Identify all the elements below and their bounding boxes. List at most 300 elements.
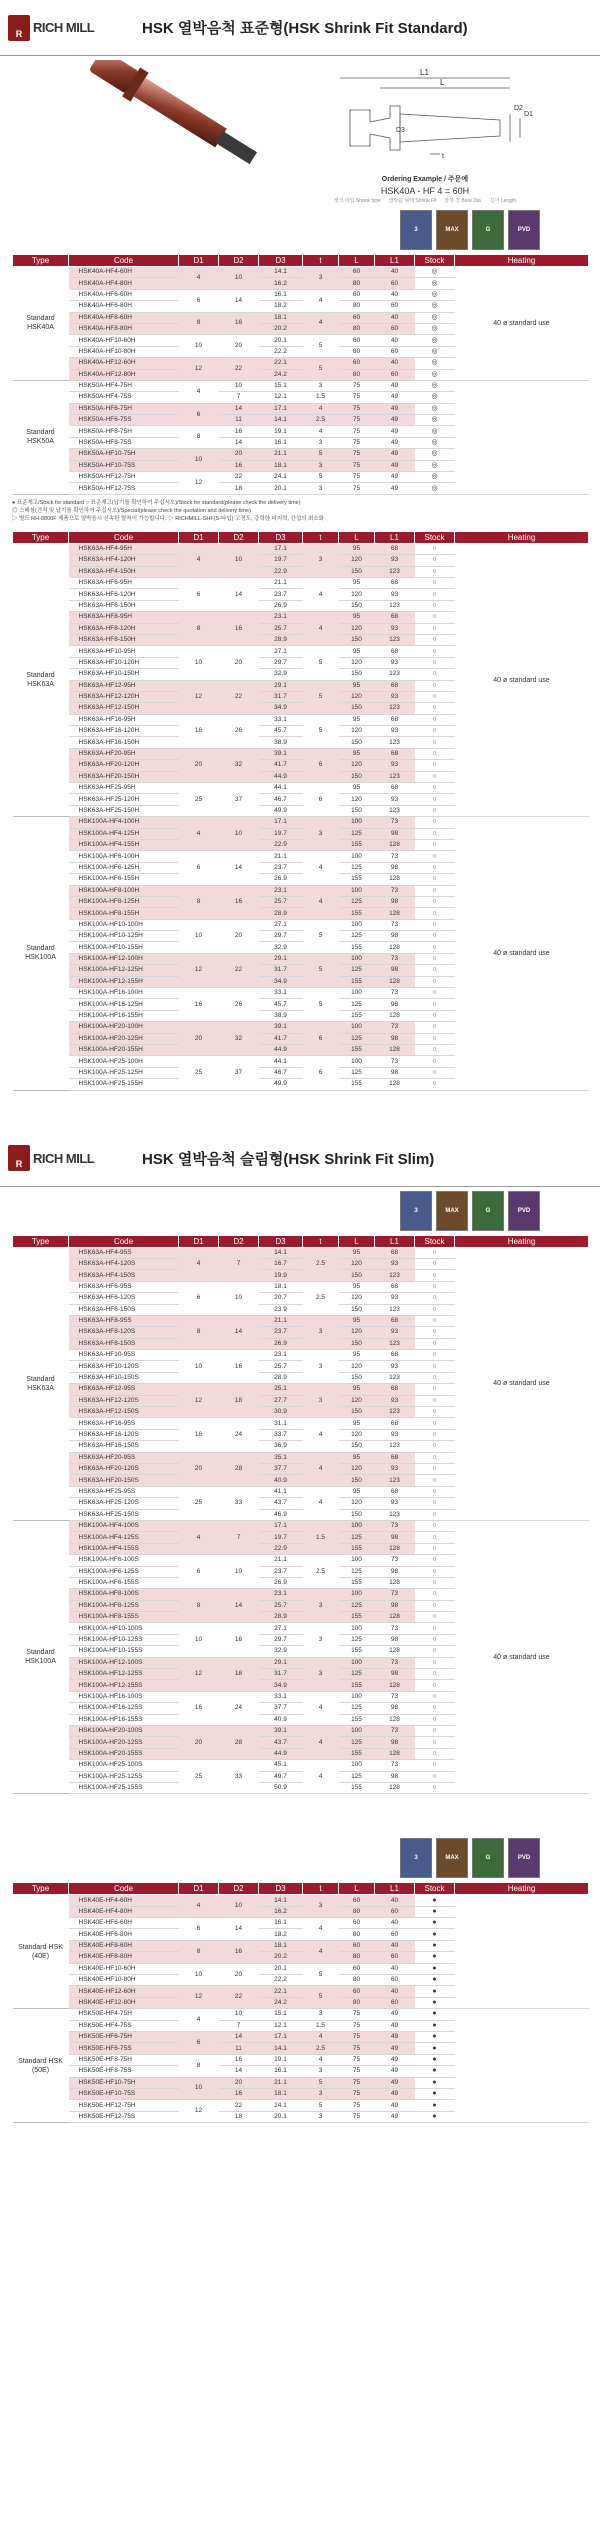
column-header: L1	[375, 255, 415, 267]
ordering-part: 열박음 형태 Shrink Fit	[388, 198, 437, 204]
column-header: D2	[219, 1235, 259, 1247]
dimension-value: 155	[339, 1646, 375, 1657]
product-code: HSK100A-HF10-100H	[69, 919, 179, 930]
product-code: HSK100A-HF12-100S	[69, 1657, 179, 1668]
dimension-value: 3	[303, 543, 339, 577]
dimension-value: 93	[375, 1429, 415, 1440]
dimension-value: 10	[219, 2009, 259, 2020]
dimension-value: 25.7	[259, 896, 303, 907]
dimension-value: 3	[303, 437, 339, 448]
column-header: Heating	[455, 255, 589, 267]
dimension-value: 80	[339, 1906, 375, 1917]
dimension-value: 155	[339, 1079, 375, 1090]
dimension-value: 40	[375, 1986, 415, 1997]
column-header: D2	[219, 531, 259, 543]
dimension-value: 123	[375, 669, 415, 680]
stock-mark: ○	[415, 1441, 455, 1452]
dimension-value: 123	[375, 703, 415, 714]
column-header: Code	[69, 255, 179, 267]
type-cell: Standard HSK50A	[13, 380, 69, 494]
dimension-value: 45.1	[259, 1760, 303, 1771]
dimension-value: 24.1	[259, 2100, 303, 2111]
product-code: HSK100A-HF6-155H	[69, 874, 179, 885]
stock-mark: ○	[415, 1463, 455, 1474]
product-code: HSK63A-HF16-120H	[69, 726, 179, 737]
dimension-value: 93	[375, 794, 415, 805]
dimension-value: 5	[303, 919, 339, 953]
dimension-value: 93	[375, 1395, 415, 1406]
stock-mark: ◎	[415, 369, 455, 380]
dimension-value: 4	[303, 1940, 339, 1963]
stock-mark: ○	[415, 1577, 455, 1588]
stock-mark: ●	[415, 2077, 455, 2088]
dimension-value: 128	[375, 839, 415, 850]
dimension-value: 93	[375, 1498, 415, 1509]
product-code: HSK50A-HF4-75H	[69, 380, 179, 391]
dimension-value: 46.7	[259, 794, 303, 805]
dimension-value: 20	[219, 2077, 259, 2088]
dimension-value: 5	[303, 2077, 339, 2088]
dimension-value: 120	[339, 1395, 375, 1406]
stock-mark: ○	[415, 634, 455, 645]
stock-mark: ◎	[415, 323, 455, 334]
dimension-value: 20.2	[259, 323, 303, 334]
dimension-value: 2.5	[303, 415, 339, 426]
stock-mark: ○	[415, 976, 455, 987]
stock-mark: ◎	[415, 483, 455, 494]
dimension-value: 8	[179, 1315, 219, 1349]
dimension-value: 10	[179, 1350, 219, 1384]
dimension-value: 10	[219, 380, 259, 391]
dimension-value: 41.7	[259, 760, 303, 771]
dimension-value: 120	[339, 794, 375, 805]
dimension-value: 4	[303, 2054, 339, 2065]
dimension-value: 68	[375, 1350, 415, 1361]
dimension-value: 40	[375, 289, 415, 300]
dimension-value: 18	[219, 1384, 259, 1418]
dimension-value: 150	[339, 1338, 375, 1349]
dimension-value: 22.1	[259, 1986, 303, 1997]
dimension-value: 150	[339, 634, 375, 645]
dimension-value: 150	[339, 805, 375, 816]
dimension-value: 3	[303, 2066, 339, 2077]
product-code: HSK63A-HF25-150H	[69, 805, 179, 816]
dimension-value: 5	[303, 472, 339, 483]
stock-mark: ●	[415, 1940, 455, 1951]
dimension-value: 100	[339, 1555, 375, 1566]
product-code: HSK50A-HF12-75S	[69, 483, 179, 494]
product-code: HSK63A-HF20-150H	[69, 771, 179, 782]
stock-mark: ○	[415, 1361, 455, 1372]
dimension-value: 123	[375, 1372, 415, 1383]
product-code: HSK100A-HF4-155S	[69, 1543, 179, 1554]
dimension-value: 123	[375, 737, 415, 748]
note-line: ▷ 별도 RH-8800F 제품으로 열박음시 신속한 탈착이 가능합니다. ▷ RICHMILL-SHF(S-타입) 고정도, 강력한 파지력, 간섭의 최소화	[12, 515, 324, 522]
dimension-value: 22	[219, 472, 259, 483]
dimension-value: 14	[219, 289, 259, 312]
stock-mark: ○	[415, 885, 455, 896]
dimension-value: 95	[339, 1281, 375, 1292]
dimension-value: 23.1	[259, 1350, 303, 1361]
dimension-value: 10	[219, 543, 259, 577]
dimension-value: 29.1	[259, 680, 303, 691]
dimension-value: 75	[339, 415, 375, 426]
dimension-value: 2.5	[303, 2043, 339, 2054]
product-code: HSK63A-HF8-150S	[69, 1338, 179, 1349]
dimension-value: 68	[375, 646, 415, 657]
column-header: t	[303, 1235, 339, 1247]
dimension-value: 4	[179, 267, 219, 290]
ordering-part: 길이 Length	[489, 198, 517, 204]
dimension-value: 11	[219, 2043, 259, 2054]
product-code: HSK100A-HF8-100H	[69, 885, 179, 896]
stock-mark: ○	[415, 1372, 455, 1383]
dimension-value: 20	[219, 449, 259, 460]
dimension-value: 29.7	[259, 657, 303, 668]
richmill-logo	[8, 15, 118, 41]
dimension-value: 18.1	[259, 460, 303, 471]
product-code: HSK63A-HF6-95S	[69, 1281, 179, 1292]
table-header-row	[13, 255, 589, 267]
stock-mark: ●	[415, 1986, 455, 1997]
dimension-value: 40	[375, 267, 415, 278]
stock-mark: ○	[415, 1520, 455, 1531]
dimension-value: 155	[339, 1612, 375, 1623]
dimension-value: 3	[303, 460, 339, 471]
stock-mark: ○	[415, 1350, 455, 1361]
stock-mark: ○	[415, 1270, 455, 1281]
product-code: HSK50A-HF4-75S	[69, 392, 179, 403]
dimension-value: 20	[179, 748, 219, 782]
column-header: t	[303, 531, 339, 543]
dimension-value: 6	[303, 1022, 339, 1056]
dimension-value: 20.7	[259, 1293, 303, 1304]
dimension-value: 21.1	[259, 449, 303, 460]
coating-badge: MAX	[436, 1838, 468, 1878]
product-code: HSK63A-HF25-150S	[69, 1509, 179, 1520]
dimension-value: 20.2	[259, 1952, 303, 1963]
dimension-value: 4	[303, 1691, 339, 1725]
dimension-value: 6	[179, 1918, 219, 1941]
dimension-value: 14	[219, 2066, 259, 2077]
dimension-value: 16	[219, 2054, 259, 2065]
dimension-value: 125	[339, 828, 375, 839]
dimension-value: 44.9	[259, 1045, 303, 1056]
dimension-value: 22	[219, 358, 259, 381]
dimension-value: 45.7	[259, 999, 303, 1010]
dimension-value: 125	[339, 1033, 375, 1044]
dimension-value: 93	[375, 726, 415, 737]
dimension-value: 12	[179, 472, 219, 495]
dimension-value: 27.1	[259, 646, 303, 657]
dimension-value: 100	[339, 1520, 375, 1531]
dimension-value: 75	[339, 2043, 375, 2054]
stock-mark: ◎	[415, 289, 455, 300]
dimension-value: 5	[303, 1963, 339, 1986]
dimension-value: 12.1	[259, 392, 303, 403]
dimension-value: 49	[375, 2043, 415, 2054]
dimension-value: 5	[303, 2100, 339, 2111]
dimension-value: 32	[219, 748, 259, 782]
dimension-value: 12	[179, 1986, 219, 2009]
dimension-value: 125	[339, 931, 375, 942]
product-code: HSK63A-HF10-120S	[69, 1361, 179, 1372]
dimension-value: 17.1	[259, 817, 303, 828]
dimension-value: 14	[219, 1918, 259, 1941]
dimension-value: 10	[219, 1555, 259, 1589]
stock-mark: ○	[415, 1429, 455, 1440]
dimension-value: 3	[303, 1350, 339, 1384]
dimension-value: 28	[219, 1725, 259, 1759]
dimension-value: 34.9	[259, 976, 303, 987]
dimension-value: 20	[219, 1963, 259, 1986]
product-code: HSK40E-HF8-60H	[69, 1940, 179, 1951]
stock-mark: ○	[415, 1680, 455, 1691]
stock-mark: ○	[415, 1486, 455, 1497]
dimension-value: 60	[339, 289, 375, 300]
product-code: HSK63A-HF8-95H	[69, 612, 179, 623]
dimension-value: 5	[303, 335, 339, 358]
stock-mark: ○	[415, 1010, 455, 1021]
stock-mark: ○	[415, 1657, 455, 1668]
dimension-value: 31.7	[259, 965, 303, 976]
ordering-part: 장착 경 Bore Dia.	[444, 198, 483, 204]
dimension-value: 100	[339, 1691, 375, 1702]
dimension-value: 49	[375, 2077, 415, 2088]
dimension-value: 4	[179, 1895, 219, 1918]
dimension-value: 120	[339, 1463, 375, 1474]
dim-L1: L1	[420, 68, 429, 77]
dimension-value: 43.7	[259, 1498, 303, 1509]
dimension-value: 60	[339, 312, 375, 323]
dimension-value: 32.9	[259, 942, 303, 953]
stock-mark: ○	[415, 623, 455, 634]
dimension-value: 40	[375, 358, 415, 369]
type-cell: Standard HSK (40E)	[13, 1895, 69, 2009]
dimension-value: 30.9	[259, 1407, 303, 1418]
spec-table-40a-50a	[12, 254, 589, 495]
dimension-value: 49	[375, 392, 415, 403]
dimension-value: 75	[339, 426, 375, 437]
dimension-value: 95	[339, 612, 375, 623]
dimension-value: 33.7	[259, 1429, 303, 1440]
dimension-value: 5	[303, 988, 339, 1022]
product-code: HSK63A-HF25-95H	[69, 783, 179, 794]
dimension-value: 3	[303, 483, 339, 494]
product-code: HSK63A-HF10-95S	[69, 1350, 179, 1361]
stock-mark: ○	[415, 1395, 455, 1406]
product-code: HSK63A-HF8-150H	[69, 634, 179, 645]
dimension-value: 4	[303, 885, 339, 919]
dimension-value: 2.5	[303, 1247, 339, 1281]
dimension-value: 14.1	[259, 2043, 303, 2054]
dimension-value: 12	[179, 1657, 219, 1691]
dimension-value: 14.1	[259, 1895, 303, 1906]
dimension-value: 24.1	[259, 472, 303, 483]
dimension-value: 125	[339, 1532, 375, 1543]
dimension-value: 37.7	[259, 1703, 303, 1714]
dimension-value: 123	[375, 1441, 415, 1452]
ordering-example	[330, 174, 520, 204]
table-header-row	[13, 1883, 589, 1895]
dimension-value: 80	[339, 1952, 375, 1963]
stock-mark: ◎	[415, 460, 455, 471]
dimension-value: 16.1	[259, 289, 303, 300]
dimension-value: 17.1	[259, 2032, 303, 2043]
dimension-value: 12	[179, 680, 219, 714]
product-code: HSK100A-HF20-100S	[69, 1725, 179, 1736]
stock-mark: ○	[415, 657, 455, 668]
product-code: HSK100A-HF10-155S	[69, 1646, 179, 1657]
dimension-value: 100	[339, 953, 375, 964]
product-code: HSK40E-HF6-80H	[69, 1929, 179, 1940]
table-row	[13, 380, 589, 391]
dimension-value: 95	[339, 1350, 375, 1361]
product-code: HSK40E-HF4-60H	[69, 1895, 179, 1906]
dimension-value: 128	[375, 1646, 415, 1657]
logo-mark-icon: R	[8, 1145, 30, 1171]
dimension-value: 20.1	[259, 483, 303, 494]
dimension-value: 3	[303, 2088, 339, 2099]
dimension-value: 93	[375, 1293, 415, 1304]
dimension-value: 40.9	[259, 1714, 303, 1725]
standard-header	[0, 0, 600, 56]
dimension-value: 155	[339, 1748, 375, 1759]
stock-mark: ◎	[415, 335, 455, 346]
dimension-value: 3	[303, 1895, 339, 1918]
dimension-value: 80	[339, 278, 375, 289]
dimension-value: 25.1	[259, 1384, 303, 1395]
dimension-value: 37	[219, 1056, 259, 1090]
dimension-value: 26.9	[259, 874, 303, 885]
dimension-value: 20	[179, 1725, 219, 1759]
dimension-value: 16	[179, 1418, 219, 1452]
stock-mark: ◎	[415, 426, 455, 437]
stock-mark: ○	[415, 1498, 455, 1509]
dimension-value: 98	[375, 1669, 415, 1680]
stock-mark: ○	[415, 817, 455, 828]
dimension-value: 23.7	[259, 1566, 303, 1577]
dimension-value: 75	[339, 2077, 375, 2088]
dimension-value: 14.1	[259, 415, 303, 426]
dimension-value: 68	[375, 748, 415, 759]
product-code: HSK50A-HF10-75S	[69, 460, 179, 471]
dimension-value: 4	[303, 1418, 339, 1452]
dimension-value: 68	[375, 1452, 415, 1463]
dimension-value: 39.1	[259, 748, 303, 759]
dimension-value: 123	[375, 1338, 415, 1349]
dimension-value: 150	[339, 566, 375, 577]
stock-mark: ○	[415, 783, 455, 794]
product-code: HSK40E-HF4-80H	[69, 1906, 179, 1917]
product-code: HSK100A-HF16-155S	[69, 1714, 179, 1725]
stock-mark: ○	[415, 577, 455, 588]
stock-mark: ○	[415, 771, 455, 782]
dimension-value: 2.5	[303, 1555, 339, 1589]
dimension-value: 120	[339, 726, 375, 737]
stock-mark: ◎	[415, 346, 455, 357]
stock-mark: ○	[415, 1079, 455, 1090]
dimension-value: 21.1	[259, 577, 303, 588]
stock-mark: ◎	[415, 301, 455, 312]
dim-D1: D1	[524, 111, 533, 118]
dimension-value: 3	[303, 1623, 339, 1657]
dimension-value: 39.1	[259, 1725, 303, 1736]
dimension-value: 40	[375, 312, 415, 323]
dimension-value: 8	[179, 1589, 219, 1623]
dimension-value: 73	[375, 1725, 415, 1736]
product-code: HSK50E-HF12-75S	[69, 2111, 179, 2122]
dimension-value: 98	[375, 999, 415, 1010]
coating-badge: PVD	[508, 1191, 540, 1231]
dimension-value: 22.2	[259, 1975, 303, 1986]
dimension-value: 14	[219, 851, 259, 885]
dimension-value: 120	[339, 623, 375, 634]
dimension-value: 10	[179, 919, 219, 953]
product-code: HSK40A-HF6-80H	[69, 301, 179, 312]
dimension-value: 49.9	[259, 1079, 303, 1090]
dimension-value: 128	[375, 1543, 415, 1554]
coating-badge: G	[472, 210, 504, 250]
product-code: HSK100A-HF10-155H	[69, 942, 179, 953]
stock-mark: ○	[415, 1543, 455, 1554]
dimension-value: 120	[339, 1498, 375, 1509]
column-header: D3	[259, 255, 303, 267]
dimension-value: 14	[219, 403, 259, 414]
dimension-value: 29.1	[259, 953, 303, 964]
dimension-value: 16	[179, 714, 219, 748]
dimension-value: 95	[339, 1418, 375, 1429]
dimension-value: 16	[219, 1623, 259, 1657]
stock-mark: ○	[415, 726, 455, 737]
dimension-value: 150	[339, 1441, 375, 1452]
dimension-value: 19.7	[259, 828, 303, 839]
product-code: HSK100A-HF25-155S	[69, 1782, 179, 1793]
dimension-value: 123	[375, 1304, 415, 1315]
stock-mark: ○	[415, 543, 455, 554]
dimension-value: 6	[303, 1056, 339, 1090]
product-code: HSK40A-HF8-60H	[69, 312, 179, 323]
dimension-value: 3	[303, 1384, 339, 1418]
dimension-value: 29.7	[259, 931, 303, 942]
product-code: HSK100A-HF6-125S	[69, 1566, 179, 1577]
dimension-value: 123	[375, 1270, 415, 1281]
dimension-value: 15.1	[259, 380, 303, 391]
stock-mark: ○	[415, 851, 455, 862]
dimension-value: 4	[179, 380, 219, 403]
column-header: t	[303, 255, 339, 267]
dimension-value: 18	[219, 1657, 259, 1691]
dimension-value: 93	[375, 691, 415, 702]
product-code: HSK63A-HF8-120H	[69, 623, 179, 634]
stock-mark: ○	[415, 669, 455, 680]
table-row	[13, 817, 589, 828]
product-code: HSK63A-HF12-150H	[69, 703, 179, 714]
dimension-value: 17.1	[259, 543, 303, 554]
coating-badge: PVD	[508, 210, 540, 250]
dimension-value: 125	[339, 999, 375, 1010]
dimension-value: 16	[219, 312, 259, 335]
dimension-value: 10	[179, 1963, 219, 1986]
note-line: ● 표준재고/Stock for standard ○ 표준재고(납기를 확인하여 주십시오)/Stock for standard(please check the delivery time)	[12, 499, 301, 506]
dimension-value: 128	[375, 908, 415, 919]
dimension-value: 28.9	[259, 1612, 303, 1623]
dimension-value: 3	[303, 267, 339, 290]
product-code: HSK100A-HF16-155H	[69, 1010, 179, 1021]
product-code: HSK63A-HF25-120S	[69, 1498, 179, 1509]
product-code: HSK50A-HF6-75S	[69, 415, 179, 426]
dimension-value: 100	[339, 851, 375, 862]
